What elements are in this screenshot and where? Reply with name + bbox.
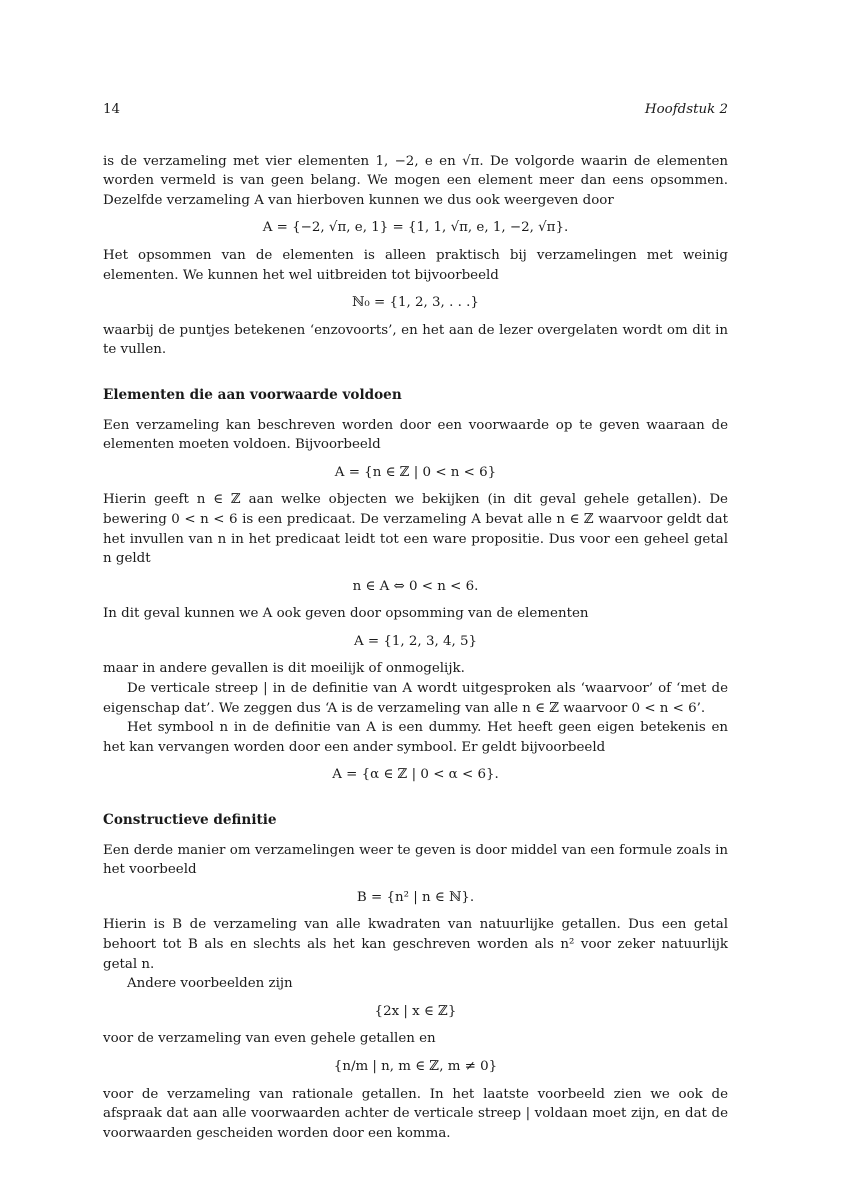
equation: {n/m | n, m ∈ ℤ, m ≠ 0} (333, 1058, 498, 1074)
equation: A = {n ∈ ℤ | 0 < n < 6} (334, 464, 497, 480)
equation: n ∈ A ⇔ 0 < n < 6. (352, 578, 479, 594)
paragraph: Een verzameling kan beschreven worden door een voorwaarde op te geven waaraan de elementen moeten voldoen. Bijvoorbeeld (103, 417, 728, 453)
document-page (103, 100, 728, 1143)
equation: A = {−2, √π, e, 1} = {1, 1, √π, e, 1, −2, √π}. (262, 220, 569, 236)
section-heading: Constructieve definitie (103, 812, 277, 829)
page-header (103, 100, 728, 120)
equation: {2x | x ∈ ℤ} (374, 1003, 457, 1019)
equation: B = {n² | n ∈ ℕ}. (356, 889, 475, 905)
paragraph: De verticale streep | in de definitie van A wordt uitgesproken als ‘waarvoor’ of ‘met de eigenschap dat’. We zeggen dus ‘A is de verzameling van alle n ∈ ℤ waarvoor 0 < n < 6’. (103, 681, 728, 716)
paragraph: maar in andere gevallen is dit moeilijk of onmogelijk. (103, 661, 465, 677)
paragraph: is de verzameling met vier elementen 1, −2, e en √π. De volgorde waarin de elementen worden vermeld is van geen belang. We mogen een element meer dan eens opsommen. Dezelfde verzameling A van hierboven kunnen we dus ook weergeven door (103, 153, 728, 208)
page-number: 14 (103, 102, 121, 117)
section-heading: Elementen die aan voorwaarde voldoen (103, 386, 402, 403)
chapter-title: Hoofdstuk 2 (644, 102, 728, 117)
equation: A = {α ∈ ℤ | 0 < α < 6}. (332, 767, 499, 783)
equation: A = {1, 2, 3, 4, 5} (353, 633, 478, 649)
paragraph: Het symbool n in de definitie van A is een dummy. Het heeft geen eigen betekenis en het kan vervangen worden door een ander symbool. Er geldt bijvoorbeeld (103, 720, 728, 755)
paragraph: Een derde manier om verzamelingen weer te geven is door middel van een formule zoals in het voorbeeld (103, 842, 728, 878)
paragraph: Andere voorbeelden zijn (127, 976, 293, 992)
paragraph: Het opsommen van de elementen is alleen praktisch bij verzamelingen met weinig elementen. We kunnen het wel uitbreiden tot bijvoorbeeld (103, 247, 728, 283)
paragraph: voor de verzameling van rationale getallen. In het laatste voorbeeld zien we ook de afspraak dat aan alle voorwaarden achter de verticale streep | voldaan moet zijn, en dat de voorwaarden gescheiden worden door een komma. (103, 1086, 728, 1141)
paragraph: waarbij de puntjes betekenen ‘enzovoorts’, en het aan de lezer overgelaten wordt om dit in te vullen. (103, 322, 728, 358)
paragraph: In dit geval kunnen we A ook geven door opsomming van de elementen (103, 606, 589, 622)
paragraph: voor de verzameling van even gehele getallen en (103, 1031, 436, 1047)
paragraph: Hierin is B de verzameling van alle kwadraten van natuurlijke getallen. Dus een getal behoort tot B als en slechts als het kan geschreven worden als n² voor zeker natuurlijk getal n. (103, 917, 728, 972)
equation: ℕ₀ = {1, 2, 3, . . .} (352, 295, 479, 311)
paragraph: Hierin geeft n ∈ ℤ aan welke objecten we bekijken (in dit geval gehele getallen). De bewering 0 < n < 6 is een predicaat. De verzameling A bevat alle n ∈ ℤ waarvoor geldt dat het invullen van n in het predicaat leidt tot een ware propositie. Dus voor een geheel getal n geldt (103, 492, 728, 567)
